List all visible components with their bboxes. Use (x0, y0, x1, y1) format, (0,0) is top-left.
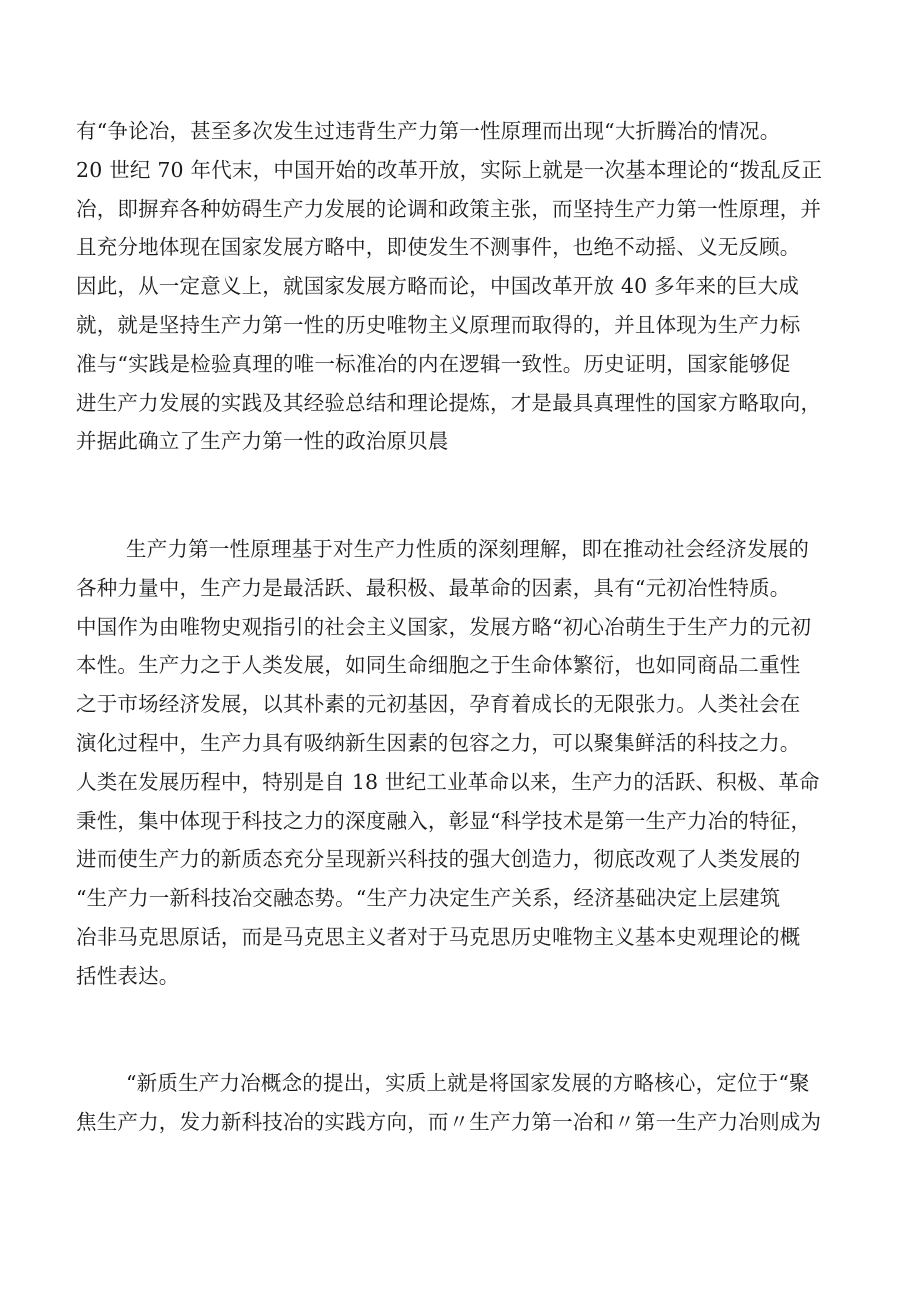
paragraph-2-line: 生产力第一性原理基于对生产力性质的深刻理解，即在推动社会经济发展的 (126, 537, 810, 561)
paragraph-2-line: 本性。生产力之于人类发展，如同生命细胞之于生命体繁衍，也如同商品二重性 (76, 653, 801, 678)
paragraph-1-line: 有“争论冶，甚至多次发生过违背生产力第一性原理而出现“大折腾冶的情况。 (76, 119, 781, 143)
paragraph-1-line: 因此，从一定意义上，就国家发展方略而论，中国改革开放 40 多年来的巨大成 (76, 274, 800, 299)
paragraph-1 (76, 112, 856, 461)
paragraph-2-line: 进而使生产力的新质态充分呈现新兴科技的强大创造力，彻底改观了人类发展的 (76, 847, 801, 872)
paragraph-1-line: 且充分地体现在国家发展方略中，即使发生不测事件，也绝不动摇、义无反顾。 (76, 235, 801, 260)
paragraph-1-line: 冶，即摒弃各种妨碍生产力发展的论调和政策主张，而坚持生产力第一性原理，并 (76, 196, 822, 221)
paragraph-3 (76, 1064, 856, 1142)
paragraph-3-line: 焦生产力，发力新科技冶的实践方向，而〃生产力第一冶和〃第一生产力冶则成为 (76, 1109, 822, 1134)
paragraph-2-line: 各种力量中，生产力是最活跃、最积极、最革命的因素，具有“元初冶性特质。 (76, 575, 791, 600)
paragraph-2-line: 中国作为由唯物史观指引的社会主义国家，发展方略“初心冶萌生于生产力的元初 (76, 614, 812, 639)
paragraph-2-line: 演化过程中，生产力具有吸纳新生因素的包容之力，可以聚集鲜活的科技之力。 (76, 730, 801, 755)
paragraph-1-line: 并据此确立了生产力第一性的政治原贝晨 (76, 429, 449, 454)
paragraph-2-line: 括性表达。 (76, 963, 180, 988)
paragraph-1-line: 进生产力发展的实践及其经验总结和理论提炼，才是最具真理性的国家方略取向， (76, 390, 822, 415)
paragraph-3-line: “新质生产力冶概念的提出，实质上就是将国家发展的方略核心，定位于“聚 (126, 1071, 810, 1095)
paragraph-2-line: 之于市场经济发展，以其朴素的元初基因，孕育着成长的无限张力。人类社会在 (76, 692, 801, 717)
paragraph-2-line: 秉性，集中体现于科技之力的深度融入，彰显“科学技术是第一生产力冶的特征， (76, 808, 812, 833)
paragraph-2-line: “生产力一新科技冶交融态势。“生产力决定生产关系，经济基础决定上层建筑 (76, 886, 781, 911)
paragraph-2 (76, 530, 856, 996)
paragraph-1-line: 就，就是坚持生产力第一性的历史唯物主义原理而取得的，并且体现为生产力标 (76, 312, 801, 337)
paragraph-2-line: 冶非马克思原话，而是马克思主义者对于马克思历史唯物主义基本史观理论的概 (76, 924, 801, 949)
paragraph-1-line: 20 世纪 70 年代末，中国开始的改革开放，实际上就是一次基本理论的“拨乱反正 (76, 157, 823, 182)
paragraph-1-line: 准与“实践是检验真理的唯一标准冶的内在逻辑一致性。历史证明，国家能够促 (76, 351, 791, 376)
paragraph-2-line: 人类在发展历程中，特别是自 18 世纪工业革命以来，生产力的活跃、积极、革命 (76, 769, 820, 794)
